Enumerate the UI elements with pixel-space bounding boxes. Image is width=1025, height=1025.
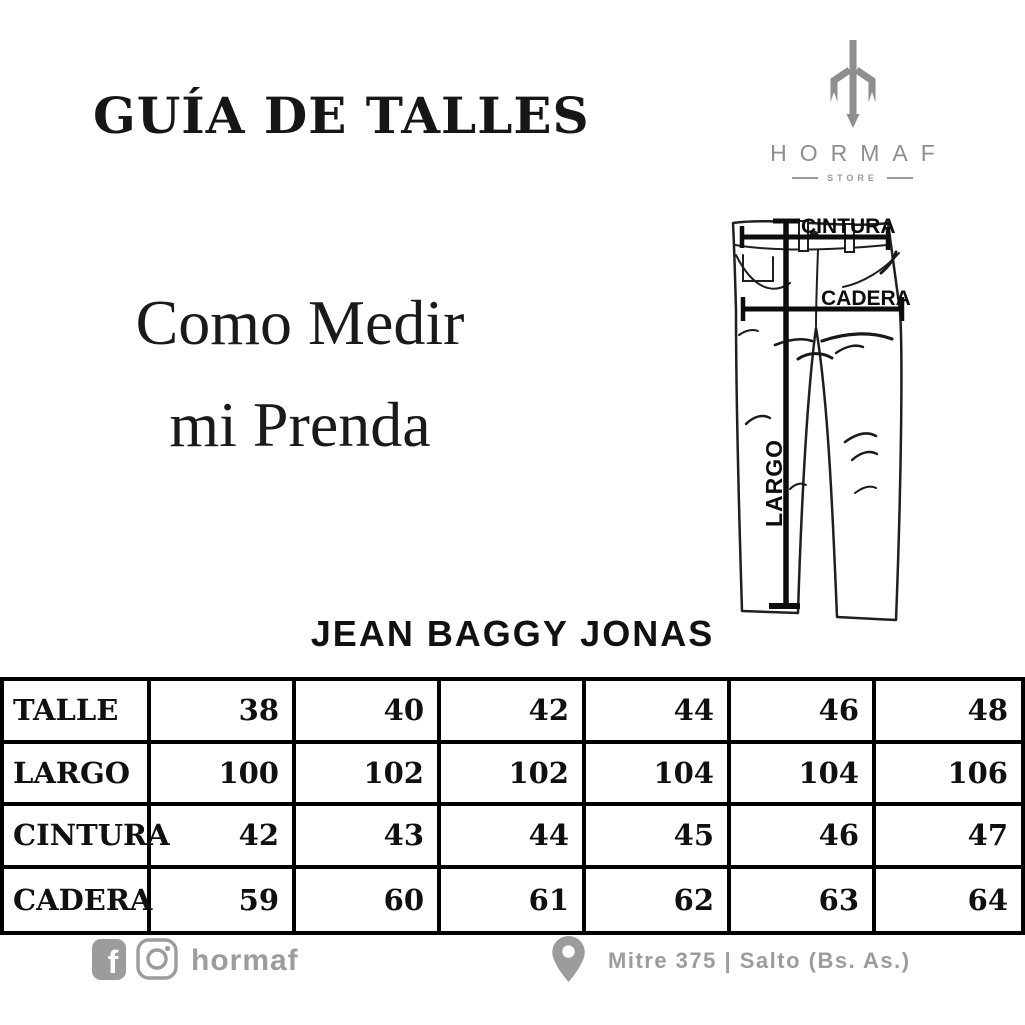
size-table-cell: 102 [296,744,441,807]
size-table-row-label: CADERA [4,869,151,932]
size-table-cell: 40 [296,681,441,744]
size-table-cell: 62 [586,869,731,932]
size-table-cell: 61 [441,869,586,932]
size-table-cell: 48 [876,681,1021,744]
size-table-row-label: LARGO [4,744,151,807]
size-table-cell: 44 [441,806,586,869]
size-table-cell: 104 [731,744,876,807]
location-pin-icon [552,936,585,982]
size-table-cell: 45 [586,806,731,869]
facebook-icon [92,939,126,980]
size-table-cell: 42 [441,681,586,744]
size-table [0,677,1025,935]
size-table-cell: 106 [876,744,1021,807]
brand-mark-icon [825,40,881,132]
size-table-row-label: CINTURA [4,806,151,869]
size-table-cell: 102 [441,744,586,807]
store-address: Mitre 375 | Salto (Bs. As.) [608,948,911,973]
svg-text:f: f [107,944,119,980]
size-table-cell: 43 [296,806,441,869]
instagram-icon [136,938,178,980]
subtitle-rule-right [887,177,913,179]
brand-subtitle: STORE [827,173,878,183]
how-to-measure-line2: mi Prenda [169,389,431,460]
size-table-cell: 59 [151,869,296,932]
hip-measure-label: CADERA [821,287,911,310]
product-title: JEAN BAGGY JONAS [310,613,715,654]
page-title: GUÍA DE TALLES [93,86,590,145]
jeans-measurement-diagram [695,193,935,663]
size-table-cell: 42 [151,806,296,869]
size-table-cell: 44 [586,681,731,744]
how-to-measure-line1: Como Medir [135,287,465,358]
waist-measure-label: CINTURA [801,215,896,238]
size-table-row-label: TALLE [4,681,151,744]
how-to-measure-title [55,272,545,476]
social-handle: hormaf [191,944,299,977]
brand-name: HORMAF [770,140,948,166]
size-table-cell: 38 [151,681,296,744]
size-table-cell: 64 [967,882,1008,917]
size-table-cell: 63 [731,869,876,932]
size-table-cell: 60 [296,869,441,932]
size-table-cell: 47 [876,806,1021,869]
length-measure-label: LARGO [761,438,787,528]
size-table-cell: 46 [731,681,876,744]
size-table-cell: 46 [731,806,876,869]
size-table-cell: 104 [586,744,731,807]
brand-logo [745,40,960,183]
size-table-cell: 100 [151,744,296,807]
brand-subtitle-row [745,173,960,183]
subtitle-rule-left [792,177,818,179]
